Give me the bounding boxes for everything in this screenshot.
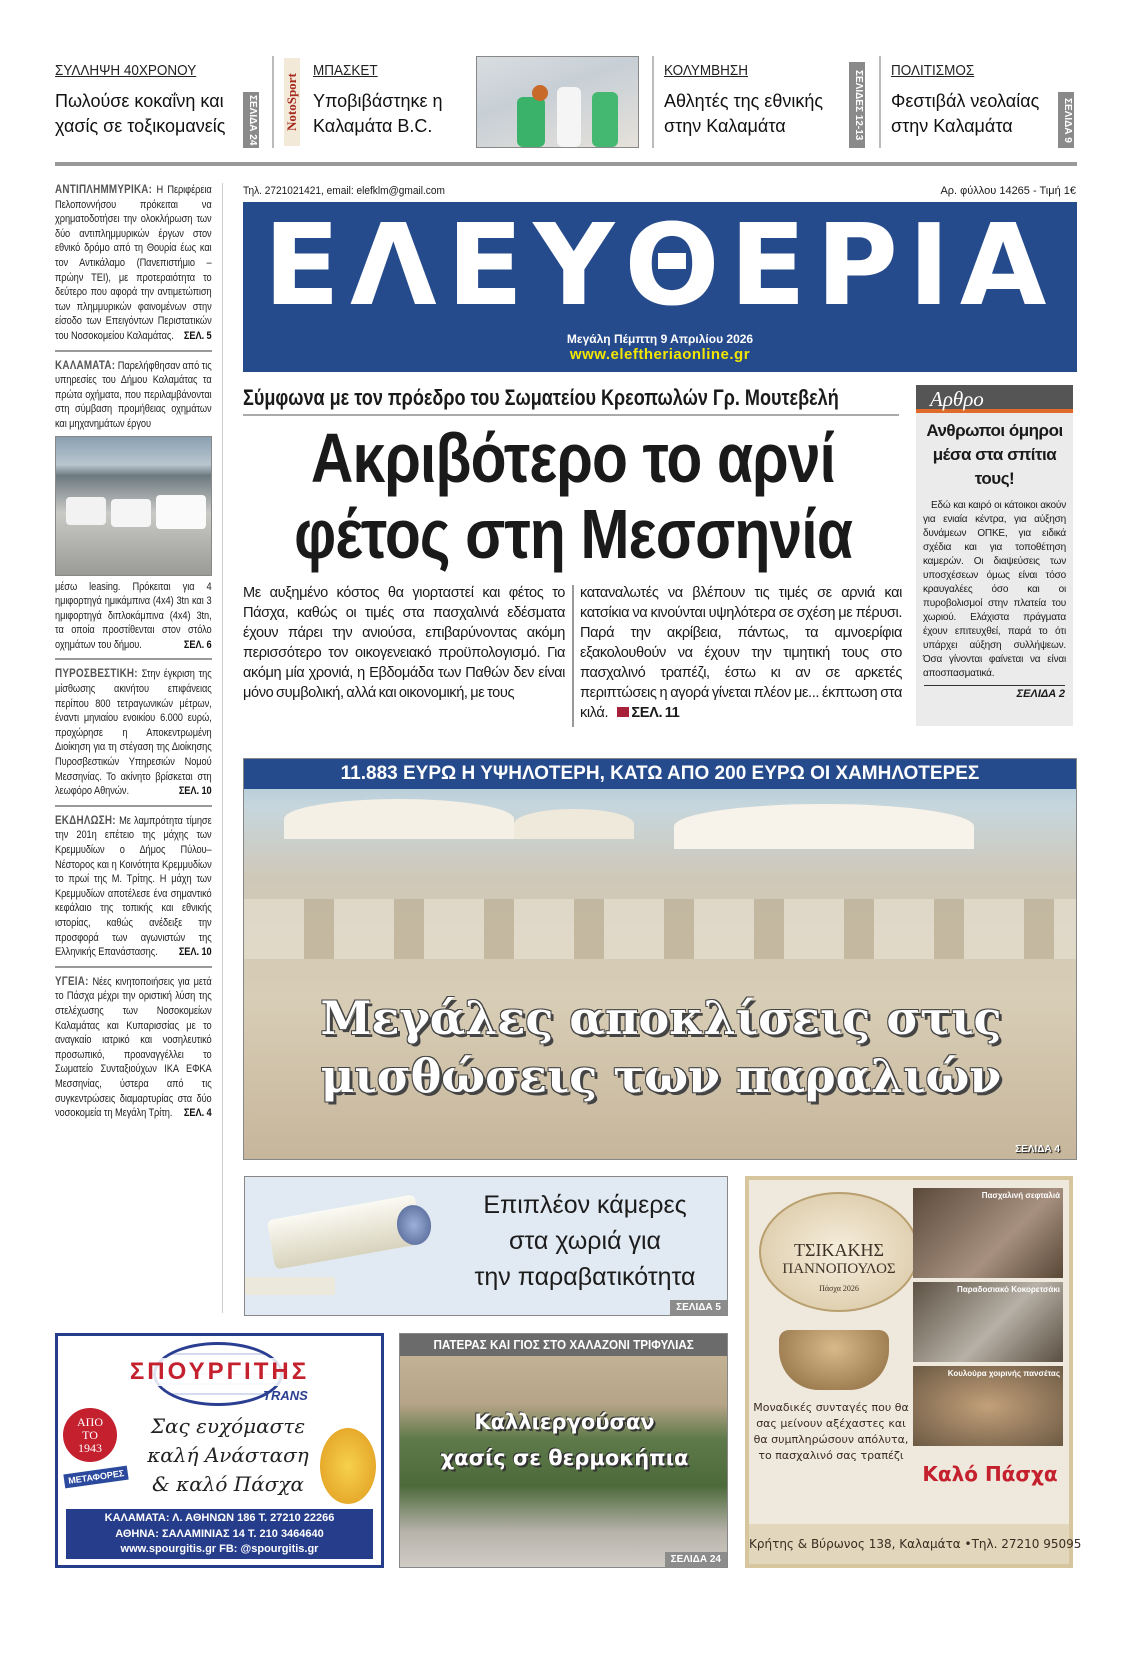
page-tab: ΣΕΛΙΔΕΣ 12-13 (849, 62, 865, 148)
butcher-address: Κρήτης & Βύρωνος 138, Καλαμάτα •Τηλ. 27210 95095 (749, 1524, 1069, 1564)
beach-story[interactable] (243, 758, 1077, 1160)
brief-kicker: ΕΚΔΗΛΩΣΗ: (55, 812, 116, 827)
product-label: Παραδοσιακό Κοκορετσάκι (957, 1285, 1060, 1294)
divider (55, 966, 212, 968)
cameras-story[interactable] (244, 1176, 728, 1316)
brief-text: Παρελήφθησαν από τις υπηρεσίες του Δήμου Καλαμάτας τα πρώτα οχήματα, που περιλαμβάνονται στη σύμβαση προμήθειας οχημάτων και μηχανημάτων έργου (55, 359, 212, 430)
issue-date: Μεγάλη Πέμπτη 9 Απριλίου 2026 (566, 332, 754, 346)
bread-basket-icon (779, 1330, 889, 1390)
brief-text: Στην έγκριση της μίσθωσης ακινήτου επιφάνειας περίπου 800 τετραγωνικών μέτρων, έναντι μηνιαίου ενοικίου 6.000 ευρώ, προχώρησε η Αποκεντρωμένη Διοίκηση για τη στέγαση της Διοίκησης Πυροσβεστικών Υπηρεσιών Νομού Μεσσηνίας. Το ακίνητο βρίσκεται στη λεωφόρο Αθηνών. (55, 668, 212, 798)
brief-event[interactable] (55, 813, 212, 960)
hashish-headline (400, 1404, 728, 1476)
divider (55, 805, 212, 807)
divider (652, 56, 654, 148)
brief-page: ΣΕΛ. 4 (183, 1107, 212, 1120)
logo-line: ΤΣΙΚΑΚΗΣ (794, 1240, 884, 1260)
web-line: www.spourgitis.gr FB: @spourgitis.gr (120, 1543, 319, 1555)
headline-line: Επιπλέον κάμερες (483, 1191, 687, 1219)
opinion-page: ΣΕΛΙΔΑ 2 (924, 685, 1065, 700)
headline-line: χασίς σε θερμοκήπια (440, 1446, 689, 1470)
page-tab: ΣΕΛΙΔΑ 9 (1058, 92, 1074, 148)
brief-page: ΣΕΛ. 10 (178, 785, 212, 798)
hashish-header-text: ΠΑΤΕΡΑΣ ΚΑΙ ΓΙΟΣ ΣΤΟ ΧΑΛΑΖΟΝΙ ΤΡΙΦΥΛΙΑΣ (433, 1337, 694, 1352)
teaser-kicker: ΜΠΑΣΚΕΤ (313, 62, 378, 79)
contact-info: Τηλ. 2721021421, email: elefklm@gmail.com (243, 185, 445, 197)
transport-badge: ΜΕΤΑΦΟΡΕΣ (63, 1466, 129, 1489)
butcher-slogan: Μοναδικές συνταγές που θα σας μείνουν αξέχαστες και θα συμπληρώσουν απόλυτα, το πασχαλινό σας τραπέζι (753, 1401, 909, 1462)
beach-headline (244, 989, 1077, 1105)
column-divider (572, 585, 574, 727)
brief-kalamata-vehicles[interactable] (55, 358, 212, 432)
headline-text: Ακριβότερο το αρνί (310, 419, 836, 497)
brief-kicker: ΥΓΕΙΑ: (55, 973, 89, 988)
logo-year: Πάσχα 2026 (819, 1284, 859, 1293)
brief-health[interactable] (55, 974, 212, 1121)
opinion-text: Εδώ και καιρό οι κάτοικοι ακούν για ενιαία κέντρα, για αύξηση δυνάμεων ΟΠΚΕ, για ειδικά σχέδια και για τοποθέτηση καμερών. Οι διαψεύσεις των υποσχέσεων όμως είναι τόσο κραυγαλέες όσο και οι πυροβολισμοί στην πλατεία του χωριού. Ελάχιστα πράγματα έχουν επιτευχθεί, παρά το ότι υπάρχει αύξηση συλλήψεων. Όσα γίνονται φαίνεται να είναι αποσπασματικά. (923, 500, 1066, 679)
teaser-kicker: ΣΥΛΛΗΨΗ 40ΧΡΟΝΟΥ (55, 62, 197, 79)
divider (879, 56, 881, 148)
issue-info: Αρ. φύλλου 14265 - Τιμή 1€ (940, 185, 1076, 197)
brief-kalamata-vehicles-cont (55, 580, 212, 653)
camera-mount (245, 1277, 335, 1295)
brief-kicker: ΑΝΤΙΠΛΗΜΜΥΡΙΚΑ: (55, 182, 153, 196)
product-label: Πασχαλινή σεφταλιά (981, 1191, 1060, 1200)
divider (272, 56, 274, 148)
opinion-label: Αρθρο (916, 385, 1073, 413)
brief-page: ΣΕΛ. 6 (183, 638, 212, 651)
brief-flood-works[interactable] (55, 182, 212, 344)
headline-line: την παραβατικότητα (474, 1263, 696, 1291)
cameras-page: ΣΕΛΙΔΑ 5 (670, 1300, 727, 1315)
headline-line (243, 420, 903, 496)
notosport-logo: NotoSport (284, 58, 300, 146)
wish-line: Σας ευχόμαστε (150, 1414, 306, 1438)
lead-body-col2 (580, 583, 902, 723)
teaser-title: Φεστιβάλ νεολαίας στην Καλαμάτα (891, 91, 1040, 136)
column-divider (222, 183, 223, 1313)
hashish-story[interactable] (399, 1333, 728, 1568)
logo-line: ΠΑΝΝΟΠΟΥΛΟΣ (782, 1261, 896, 1277)
lead-headline[interactable] (243, 420, 903, 572)
address-line: ΑΘΗΝΑ: ΣΑΛΑΜΙΝΙΑΣ 14 Τ. 210 3464640 (115, 1527, 324, 1540)
lead-body-col1: Με αυξημένο κόστος θα γιορταστεί και φέτος το Πάσχα, καθώς οι τιμές στα πασχαλινά εδέσματα έχουν πάρει την ανιούσα, επιβαρύνοντας ακόμη περισσότερο τον οικογενειακό προϋπολογισμό. Για ακόμη μία χρονιά, η Εβδομάδα των Παθών δεν είναι μόνο συμβολική, αλλά και οικονομική, με τους (243, 585, 565, 701)
headline-line: Καλλιεργούσαν (474, 1410, 655, 1434)
opinion-title: Ανθρωποι όμηροι μέσα στα σπίτια τους! (926, 421, 1063, 488)
cameras-headline (445, 1187, 725, 1295)
brief-text: Νέες κινητοποιήσεις για μετά το Πάσχα μέχρι την οριστική λύση της στελέχωσης των Νοσοκομείων Καλαμάτας και Κυπαρισσίας με το αναγκαίο ιατρικό και νοσηλευτικό προσωπικό, προαναγγέλλει το Σωματείο Συνταξιούχων ΙΚΑ ΕΦΚΑ Μεσσηνίας, ύστερα από τις συγκεντρώσεις διαμαρτυρίας στα δύο νοσοκομεία τη Μεγάλη Τρίτη. (55, 975, 212, 1120)
lead-page-ref: ΣΕΛ. 11 (631, 705, 680, 721)
hashish-page: ΣΕΛΙΔΑ 24 (665, 1552, 727, 1567)
brief-page: ΣΕΛ. 10 (178, 946, 212, 959)
teaser-title: Αθλητές της εθνικής στην Καλαμάτα (664, 91, 824, 136)
teaser-title: Υποβιβάστηκε η Καλαμάτα B.C. (313, 91, 443, 136)
spourgitis-sub: TRANS (263, 1388, 308, 1403)
headline-line: στα χωριά για (508, 1227, 661, 1255)
wish-line: καλή Ανάσταση (147, 1443, 309, 1467)
brief-fire-service[interactable] (55, 666, 212, 798)
marker-icon (617, 707, 629, 717)
basketball-photo (476, 56, 639, 148)
brief-text: Η Περιφέρεια Πελοποννήσου πρόκειται να χρηματοδοτήσει την ολοκλήρωση των δύο αντιπλημμυρικών έργων στον εθνικό δρόμο από τη Θουρία έως και τον Αντικάλαμο (Πανεπιστήμιο – πρώην ΤΕΙ), με προτεραιότητα το δεύτερο που αφορά την αντιμετώπιση των πλημμυρικών φαινομένων στην είσοδο των Επειγόντων Περιστατικών του Νοσοκομείου Καλαμάτας. (55, 184, 212, 342)
headline-text: φέτος στη Μεσσηνία (293, 495, 853, 573)
vehicles-photo (55, 436, 212, 576)
brief-kicker: ΚΑΛΑΜΑΤΑ: (55, 357, 116, 372)
newspaper-logo: ΕΛΕΥΘΕΡΙΑ (263, 201, 1057, 331)
headline-line: μισθώσεις των παραλιών (320, 1049, 1002, 1103)
top-rule (55, 162, 1077, 166)
brief-page: ΣΕΛ. 5 (183, 329, 212, 342)
butcher-ad[interactable] (745, 1176, 1082, 1568)
wish-line: & καλό Πάσχα (151, 1472, 305, 1496)
teaser-arrest[interactable] (55, 62, 235, 139)
butcher-wish: Καλό Πάσχα (922, 1462, 1058, 1486)
product-photo (913, 1188, 1063, 1278)
teaser-culture[interactable] (891, 62, 1053, 139)
brief-text: Με λαμπρότητα τίμησε την 201η επέτειο της μάχης των Κρεμμυδίων ο Δήμος Πύλου–Νέστορος και η Κοινότητα Κρεμμυδίων το πρωί της Μ. Τρίτης. Η μάχη των Κρεμμυδίων αποτέλεσε ένα σημαντικό κεφάλαιο της τοπικής και εθνικής ιστορίας, καθώς ανέδειξε την προσφορά των αγωνιστών της Ελληνικής Επανάστασης. (55, 814, 212, 959)
headline-line (243, 496, 903, 572)
teaser-basket[interactable] (313, 62, 465, 139)
body-text: καταναλωτές να βλέπουν τις τιμές σε αρνιά και κατσίκια να κινούνται υψηλότερα σε σχέση με πέρυσι. Παρά την ακρίβεια, πάντως, τα αμνοερίφια εξακολουθούν να έχουν την τιμητική τους στο πασχαλινό τραπέζι, έστω κι αν σε αρκετές περιπτώσεις η αγορά γίνεται πλέον με... έκπτωση στα κιλά. (580, 585, 902, 721)
beach-header: 11.883 ΕΥΡΩ Η ΥΨΗΛΟΤΕΡΗ, ΚΑΤΩ ΑΠΟ 200 ΕΥΡΩ ΟΙ ΧΑΜΗΛΟΤΕΡΕΣ (244, 759, 1076, 789)
brief-kicker: ΠΥΡΟΣΒΕΣΤΙΚΗ: (55, 666, 138, 681)
brief-text: μέσω leasing. Πρόκειται για 4 ημιφορτηγά ημικάμπινα (4x4) 3tn και 3 ημιφορτηγά διπλοκάμπινα (4x4) 3tn, τα οποία προστίθενται στον στόλο οχημάτων του δήμου. (55, 580, 212, 651)
product-photo (913, 1366, 1063, 1446)
headline-line: Μεγάλες αποκλίσεις στις (320, 991, 1002, 1045)
since-badge: ΑΠΟ ΤΟ 1943 (63, 1408, 117, 1462)
divider (55, 658, 212, 660)
beach-page: ΣΕΛΙΔΑ 4 (1015, 1144, 1060, 1155)
spourgitis-wish (128, 1412, 328, 1499)
hashish-header (400, 1334, 727, 1356)
left-column (55, 182, 212, 1121)
teaser-swimming[interactable] (664, 62, 842, 139)
spourgitis-contacts (66, 1509, 373, 1559)
address-line: ΚΑΛΑΜΑΤΑ: Λ. ΑΘΗΝΩΝ 186 Τ. 27210 22266 (104, 1512, 335, 1524)
product-label: Κουλούρα χοιρινής πανσέτας (947, 1369, 1060, 1378)
spourgitis-ad[interactable] (55, 1333, 384, 1568)
spourgitis-brand: ΣΠΟΥΡΓΙΤΗΣ (88, 1358, 351, 1386)
opinion-box[interactable] (916, 385, 1073, 726)
lead-subhead: Σύμφωνα με τον πρόεδρο του Σωματείου Κρεοπωλών Γρ. Μουτεβελή (243, 385, 899, 416)
website-link[interactable]: www.eleftheriaonline.gr (569, 346, 751, 363)
teaser-kicker: ΚΟΛΥΜΒΗΣΗ (664, 62, 748, 79)
product-photo (913, 1282, 1063, 1362)
teaser-title: Πωλούσε κοκαΐνη και χασίς σε τοξικομανείς (55, 91, 226, 136)
butcher-logo (759, 1192, 919, 1312)
teaser-kicker: ΠΟΛΙΤΙΣΜΟΣ (891, 62, 975, 79)
easter-egg-icon (320, 1428, 376, 1504)
page-tab: ΣΕΛΙΔΑ 24 (243, 92, 259, 148)
masthead-banner (243, 202, 1077, 372)
divider (55, 350, 212, 352)
